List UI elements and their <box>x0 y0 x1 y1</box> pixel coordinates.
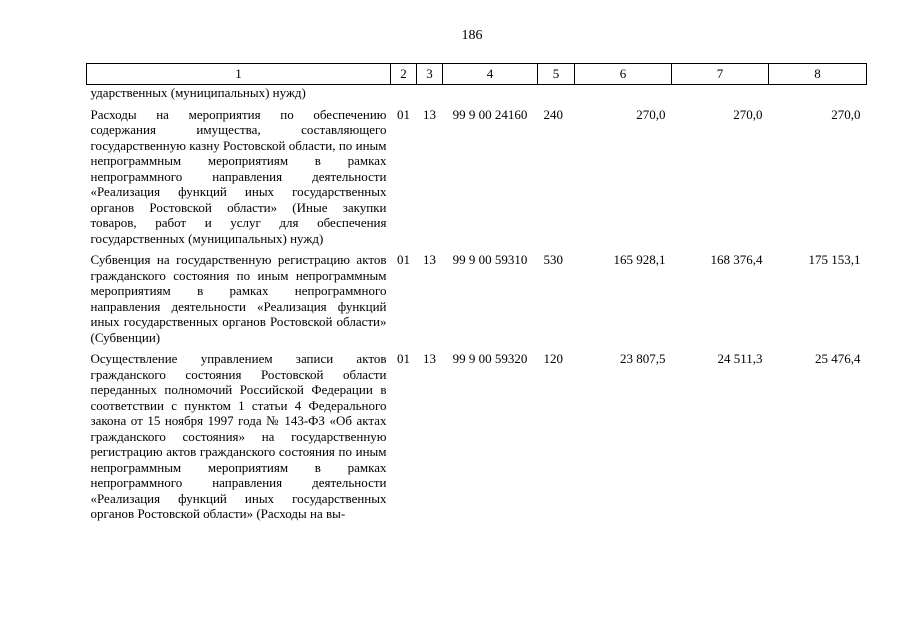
row-csr: 99 9 00 24160 <box>452 106 528 122</box>
table-row <box>87 351 867 528</box>
header-col-7: 7 <box>672 64 769 85</box>
row-description: Расходы на мероприятия по обеспечению содержания имущества, составляющего государственную казну Ростовской области, по иным непрограммным мероприятиям в рамках непрограммного направления деятельности «Реализация функций иных государственных органов Ростовской области» (Иные закупки товаров, работ и услуг для обеспечения государственных (муниципальных) нужд) <box>90 106 387 246</box>
header-row <box>87 64 867 85</box>
table-header <box>87 64 867 85</box>
header-col-5: 5 <box>538 64 575 85</box>
row-amount-1: 23 807,5 <box>620 351 666 366</box>
row-description: Субвенция на государственную регистрацию актов гражданского состояния по иным непрограммным мероприятиям в рамках непрограммного направления деятельности «Реализация функций иных государственных органов Ростовской области» (Субвенции) <box>90 252 387 345</box>
row-vr: 530 <box>543 252 563 267</box>
continuation-row <box>87 85 867 107</box>
row-description: Осуществление управлением записи актов гражданского состояния Ростовской области переданных полномочий Российской Федерации в соответствии с пунктом 1 статьи 4 Федерального закона от 15 ноября 1997 года № 143-ФЗ «Об актах гражданского состояния» на государственную регистрацию актов гражданского состояния по иным непрограммным мероприятиям в рамках непрограммного направления деятельности «Реализация функций иных государственных органов Ростовской области» (Расходы на вы- <box>90 351 387 521</box>
header-col-3: 3 <box>417 64 443 85</box>
row-csr: 99 9 00 59310 <box>452 252 528 267</box>
row-amount-1: 165 928,1 <box>613 252 666 267</box>
row-amount-1: 270,0 <box>636 106 666 122</box>
row-rz: 01 <box>397 252 410 267</box>
header-col-1: 1 <box>87 64 391 85</box>
header-col-6: 6 <box>575 64 672 85</box>
row-rz: 01 <box>397 351 410 366</box>
row-amount-2: 24 511,3 <box>717 351 763 366</box>
row-pr: 13 <box>423 252 436 267</box>
row-amount-3: 270,0 <box>831 106 861 122</box>
row-csr: 99 9 00 59320 <box>452 351 528 366</box>
row-rz: 01 <box>397 106 410 122</box>
row-pr: 13 <box>423 351 436 366</box>
row-vr: 120 <box>543 351 563 366</box>
row-vr: 240 <box>543 106 563 122</box>
header-col-2: 2 <box>391 64 417 85</box>
row-amount-3: 175 153,1 <box>808 252 861 267</box>
row-amount-3: 25 476,4 <box>815 351 861 366</box>
row-amount-2: 270,0 <box>733 106 763 122</box>
row-pr: 13 <box>423 106 436 122</box>
table-body <box>87 85 867 528</box>
page-number: 186 <box>461 28 483 43</box>
budget-table <box>86 63 867 528</box>
table-row <box>87 252 867 351</box>
continuation-text: ударственных (муниципальных) нужд) <box>90 85 306 100</box>
header-col-4: 4 <box>443 64 538 85</box>
table-row <box>87 107 867 253</box>
row-amount-2: 168 376,4 <box>710 252 763 267</box>
header-col-8: 8 <box>769 64 867 85</box>
